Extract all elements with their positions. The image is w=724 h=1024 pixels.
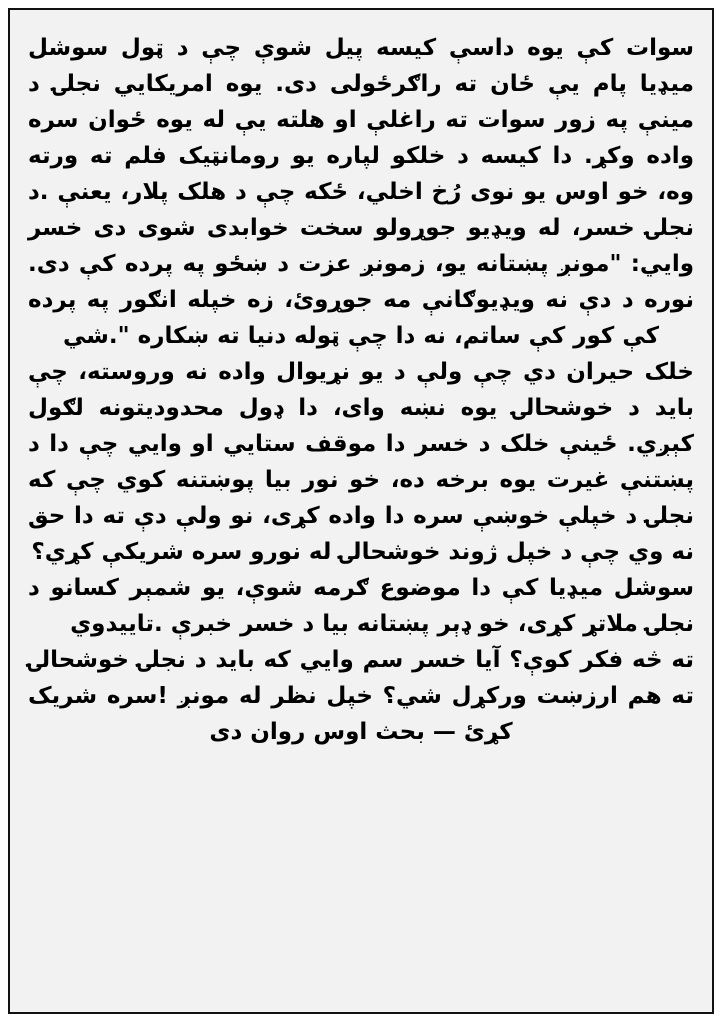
post-card: [8, 8, 714, 1014]
paragraph-reactions: خلک حیران دي چې ولې د یو نړیوال واده نه وروسته، چې باید د خوشحالۍ یوه نښه وای، دا ډول محدودیتونه لګول کېږي. ځینې خلک د خسر دا موقف ستایي او وایي چې دا د پښتنې غیرت یوه برخه ده، خو نور بیا پوښتنه کوي چې که نجلۍ د خپلې خوښې سره دا واده کړی، نو ولې دې ته دا حق نه وي چې د خپل ژوند خوشحالۍ له نورو سره شریکې کړي؟: [28, 359, 694, 565]
paragraph-story: سوات کې یوه داسې کیسه پیل شوې چې د ټول سوشل میډیا پام یې ځان ته راګرځولی دی. یوه امریکایي نجلۍ د مینې په زور سوات ته راغلې او هلته یې له یوه ځوان سره واده وکړ. دا کیسه د خلکو لپاره یو رومانټیک فلم ته ورته وه، خو اوس یو نوی رُخ اخلي، ځکه چې د هلک پلار، یعنې .د نجلۍ خسر، له ویډیو جوړولو سخت خوابدی شوی دی خسر وایي: "مونږ پښتانه یو، زمونږ عزت د ښځو په پرده کې دی. نوره د دې نه ویډیوګانې مه جوړوئ، زه خپله انګور په پرده کې کور کې ساتم، نه دا چې ټوله دنیا ته ښکاره ".شي: [28, 35, 694, 349]
post-text: [28, 30, 694, 750]
paragraph-social-media: سوشل میډیا کې دا موضوع ګرمه شوې، یو شمېر کسانو د نجلۍ ملاتړ کړی، خو ډېر پښتانه بیا د خسر خبرې .تاییدوي: [28, 575, 694, 637]
paragraph-question: ته څه فکر کوې؟ آیا خسر سم وایي که باید د نجلۍ خوشحالۍ ته هم ارزښت ورکړل شي؟ خپل نظر له مونږ !سره شریک کړئ — بحث اوس روان دی: [28, 647, 694, 745]
